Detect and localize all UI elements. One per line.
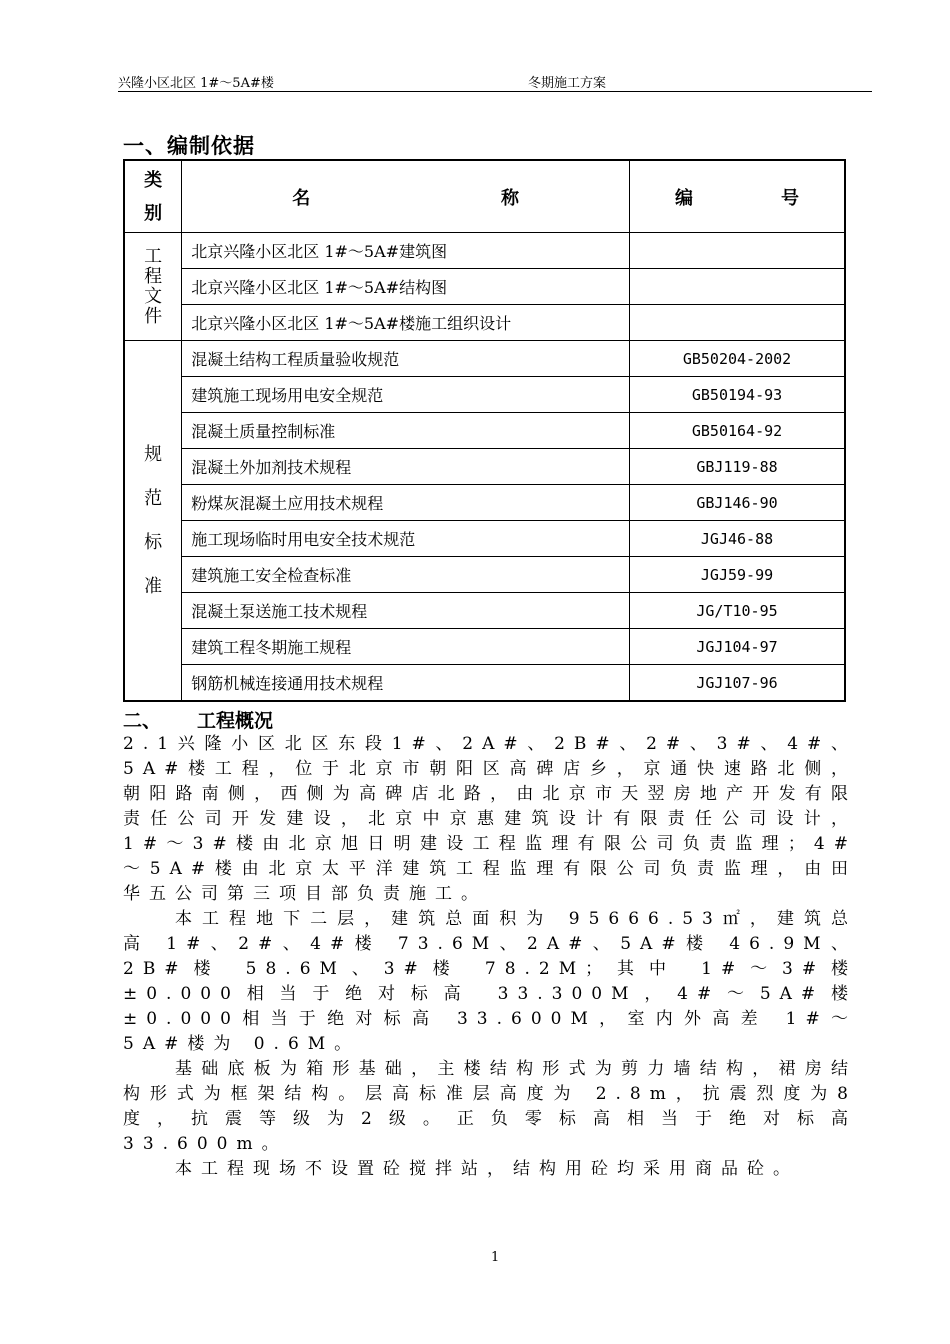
category-label: 工程文件 xyxy=(144,245,163,327)
document-name: 北京兴隆小区北区 1#～5A#建筑图 xyxy=(182,233,630,269)
document-name: 混凝土泵送施工技术规程 xyxy=(182,593,630,629)
document-code: JGJ107-96 xyxy=(630,665,845,702)
table-row xyxy=(124,341,845,377)
table-row xyxy=(124,305,845,341)
section-2-heading: 工程概况 xyxy=(197,710,274,732)
document-name: 建筑工程冬期施工规程 xyxy=(182,629,630,665)
document-code: GBJ146-90 xyxy=(630,485,845,521)
table-row xyxy=(124,665,845,702)
category-cell xyxy=(124,233,182,341)
table-row xyxy=(124,377,845,413)
header-code-char-2: 号 xyxy=(781,187,799,209)
table-row xyxy=(124,521,845,557)
document-code: JGJ59-99 xyxy=(630,557,845,593)
category-label: 规范标准 xyxy=(144,443,163,597)
header-project-name: 兴隆小区北区 1#～5A#楼 xyxy=(118,76,274,91)
document-name: 粉煤灰混凝土应用技术规程 xyxy=(182,485,630,521)
table-row xyxy=(124,269,845,305)
paragraph-dimensions: 本工程地下二层，建筑总面积为 95666.53㎡，建筑总高 1#、2#、4#楼 73.6M、2A#、5A#楼 46.9M、2B#楼 58.6M、3#楼 78.2M；其中 1#～3#楼 ±0.000相当于绝对标高 33.300M，4#～5A#楼 ±0.000相当于绝对标高 33.600M，室内外高差 1#～5A#楼为 0.6M。 xyxy=(123,909,857,1054)
table-row xyxy=(124,233,845,269)
page-number: 1 xyxy=(491,1250,500,1265)
document-name: 建筑施工现场用电安全规范 xyxy=(182,377,630,413)
document-name: 混凝土外加剂技术规程 xyxy=(182,449,630,485)
section-2-title xyxy=(123,706,273,733)
table-row xyxy=(124,485,845,521)
header-doc-title: 冬期施工方案 xyxy=(528,76,607,91)
section-1-title: 一、编制依据 xyxy=(123,134,255,158)
document-name: 北京兴隆小区北区 1#～5A#楼施工组织设计 xyxy=(182,305,630,341)
document-code: GB50194-93 xyxy=(630,377,845,413)
table-header-row xyxy=(124,160,845,233)
table-row xyxy=(124,413,845,449)
document-code xyxy=(630,233,845,269)
document-code: GB50204-2002 xyxy=(630,341,845,377)
table-row xyxy=(124,629,845,665)
document-code: GBJ119-88 xyxy=(630,449,845,485)
table-row xyxy=(124,557,845,593)
header-category-label: 类别 xyxy=(144,169,163,224)
section-2-number: 二、 xyxy=(123,710,162,732)
header-category xyxy=(124,160,182,233)
header-name xyxy=(182,160,630,233)
document-code xyxy=(630,269,845,305)
section-2-body xyxy=(123,732,857,1182)
header-code-char-1: 编 xyxy=(675,187,694,209)
document-code xyxy=(630,305,845,341)
paragraph-location: 2.1兴隆小区北区东段1#、2A#、2B#、2#、3#、4#、5A#楼工程，位于北京市朝阳区高碑店乡，京通快速路北侧，朝阳路南侧，西侧为高碑店北路，由北京市天翌房地产开发有限责任公司开发建设，北京中京惠建筑设计有限责任公司设计，1#～3#楼由北京旭日明建设工程监理有限公司负责监理；4#～5A#楼由北京太平洋建筑工程监理有限公司负责监理，由田华五公司第三项目部负责施工。 xyxy=(123,734,857,904)
header-code xyxy=(630,160,845,233)
document-name: 施工现场临时用电安全技术规范 xyxy=(182,521,630,557)
header-name-char-1: 名 xyxy=(292,187,311,209)
document-code: JG/T10-95 xyxy=(630,593,845,629)
header-rule xyxy=(118,91,872,92)
document-name: 混凝土结构工程质量验收规范 xyxy=(182,341,630,377)
table-row xyxy=(124,449,845,485)
document-code: GB50164-92 xyxy=(630,413,845,449)
header-name-char-2: 称 xyxy=(501,187,520,209)
reference-table xyxy=(123,159,846,702)
document-name: 建筑施工安全检查标准 xyxy=(182,557,630,593)
document-name: 钢筋机械连接通用技术规程 xyxy=(182,665,630,702)
document-name: 北京兴隆小区北区 1#～5A#结构图 xyxy=(182,269,630,305)
table-row xyxy=(124,593,845,629)
document-code: JGJ46-88 xyxy=(630,521,845,557)
paragraph-concrete-supply: 本工程现场不设置砼搅拌站，结构用砼均采用商品砼。 xyxy=(175,1159,799,1179)
paragraph-structure: 基础底板为箱形基础，主楼结构形式为剪力墙结构，裙房结构形式为框架结构。层高标准层高度为 2.8m，抗震烈度为8度，抗震等级为2级。正负零标高相当于绝对标高 33.600m。 xyxy=(123,1059,857,1154)
category-cell xyxy=(124,341,182,702)
document-code: JGJ104-97 xyxy=(630,629,845,665)
document-name: 混凝土质量控制标准 xyxy=(182,413,630,449)
